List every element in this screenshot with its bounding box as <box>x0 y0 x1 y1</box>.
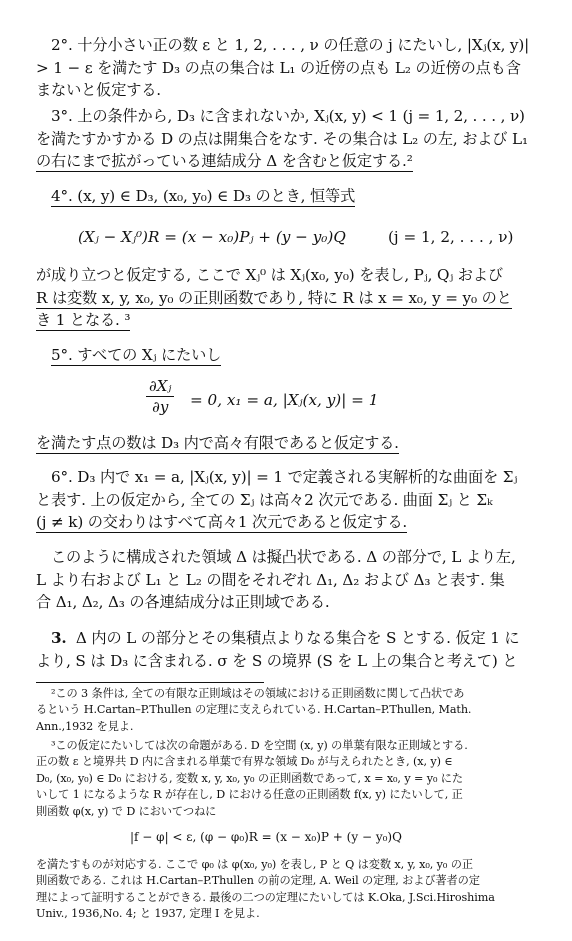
fraction-denominator: ∂y <box>152 398 169 416</box>
footnote-line: Ann.,1932 を見よ. <box>36 719 134 733</box>
footnote-line: ³この仮定にたいしては次の命題がある. D を空間 (x, y) の単葉有限な正則域とする. <box>51 739 468 752</box>
footnote-line: 理によって証明することができる. 最後の二つの定理にたいしては K.Oka, J.Sci.Hiroshima <box>36 890 495 904</box>
partial-derivative-fraction <box>146 377 174 416</box>
text-line: L より右および L₁ と L₂ の間をそれぞれ Δ₁, Δ₂ および Δ₃ と表す. 集 <box>36 570 505 589</box>
text-line: 4°. (x, y) ∈ D₃, (x₀, y₀) ∈ D₃ のとき, 恒等式 <box>51 187 356 205</box>
text-line-wrap <box>36 344 550 367</box>
fraction-numerator: ∂Xⱼ <box>146 377 174 397</box>
condition-6-paragraph <box>36 466 550 534</box>
equation-range: (j = 1, 2, . . . , ν) <box>388 228 514 246</box>
text-line: Δ 内の L の部分とその集積点よりなる集合を S とする. 仮定 1 に <box>75 629 520 647</box>
footnote-3-continuation <box>36 857 550 923</box>
text-line: き 1 となる. ³ <box>36 311 131 329</box>
text-line: と表す. 上の仮定から, 全ての Σⱼ は高々2 次元である. 曲面 Σⱼ と Σₖ <box>36 490 493 509</box>
condition-5-paragraph <box>36 432 550 455</box>
footnote-line: るという H.Cartan–P.Thullen の定理に支えられている. H.Cartan–P.Thullen, Math. <box>36 703 472 717</box>
text-line: > 1 − ε を満たす D₃ の点の集合は L₁ の近傍の点も L₂ の近傍の点も含 <box>36 58 521 77</box>
condition-2-paragraph <box>36 34 550 102</box>
footnote-line: を満たすものが対応する. ここで φ₀ は φ(x₀, y₀) を表し, P と Q は変数 x, y, x₀, y₀ の正 <box>36 858 473 871</box>
text-line: を満たす点の数は D₃ 内で高々有限であると仮定する. <box>36 434 399 452</box>
text-line: まないと仮定する. <box>36 81 161 99</box>
footnote-line: D₀, (x₀, y₀) ∈ D₀ における, 変数 x, y, x₀, y₀ の正則函数であって, x = x₀, y = y₀ にた <box>36 771 463 785</box>
text-line-wrap <box>36 150 550 173</box>
footnote-2 <box>36 686 550 735</box>
condition-4-heading <box>36 185 550 208</box>
footnote-line: 則函数である. これは H.Cartan–P.Thullen の前の定理, A. Weil の定理, および著者の定 <box>36 874 480 888</box>
text-line: を満たすかすかる D の点は開集合をなす. その集合は L₂ の左, および L₁ <box>36 129 528 148</box>
identity-equation: (Xⱼ − Xⱼ⁰)R = (x − x₀)Pⱼ + (y − y₀)Q <box>78 228 346 246</box>
section-3-paragraph <box>36 627 550 672</box>
condition-4-paragraph <box>36 264 550 332</box>
text-line: の右にまで拡がっている連結成分 Δ を含むと仮定する.² <box>36 152 413 170</box>
condition-3-paragraph <box>36 105 550 173</box>
text-line-wrap <box>36 627 550 650</box>
text-line-wrap <box>36 511 550 534</box>
text-line: 3°. 上の条件から, D₃ に含まれないか, Xⱼ(x, y) < 1 (j = 1, 2, . . . , ν) <box>51 107 525 125</box>
footnote-line: いして 1 になるような R が存在し, D における任意の正則函数 f(x, y) にたいして, 正 <box>36 788 463 802</box>
section-number: 3. <box>51 629 67 647</box>
text-line-wrap <box>36 185 550 208</box>
text-line-wrap <box>36 287 550 310</box>
condition-5-heading <box>36 344 550 367</box>
text-line: 6°. D₃ 内で x₁ = a, |Xⱼ(x, y)| = 1 で定義される実解析的な曲面を Σⱼ <box>51 468 518 486</box>
text-line-wrap <box>36 432 550 455</box>
text-line: 5°. すべての Xⱼ にたいし <box>51 346 222 364</box>
text-line-wrap <box>36 309 550 332</box>
footnote-3 <box>36 738 550 820</box>
footnote-line: Univ., 1936,No. 4; と 1937, 定理 I を見よ. <box>36 907 260 921</box>
region-description-paragraph <box>36 546 550 614</box>
footnote-equation: |f − φ| < ε, (φ − φ₀)R = (x − x₀)P + (y − y₀)Q <box>130 830 402 844</box>
text-line: R は変数 x, y, x₀, y₀ の正則函数であり, 特に R は x = x₀, y = y₀ のと <box>36 288 512 307</box>
text-line: このように構成された領域 Δ は擬凸状である. Δ の部分で, L より左, <box>51 548 516 566</box>
footnote-line: ²この 3 条件は, 全ての有限な正則域はその領域における正則函数に関して凸状であ <box>51 687 465 700</box>
footnote-line: 正の数 ε と境界共 D 内に含まれる単葉で有界な領域 D₀ が与えられたとき, (x, y) ∈ <box>36 755 453 769</box>
text-line: より, S は D₃ に含まれる. σ を S の境界 (S を L 上の集合と考えて) と <box>36 651 518 670</box>
footnote-line: 則函数 φ(x, y) で D においてつねに <box>36 804 217 818</box>
text-line: 2°. 十分小さい正の数 ε と 1, 2, . . . , ν の任意の j にたいし, |Xⱼ(x, y)| <box>51 36 530 54</box>
text-line: (j ≠ k) の交わりはすべて高々1 次元であると仮定する. <box>36 513 408 531</box>
condition-5-equations: = 0, x₁ = a, |Xⱼ(x, y)| = 1 <box>190 391 379 409</box>
footnote-divider <box>36 682 264 683</box>
text-line: 合 Δ₁, Δ₂, Δ₃ の各連結成分は正則域である. <box>36 593 330 611</box>
text-line: が成り立つと仮定する, ここで Xⱼ⁰ は Xⱼ(x₀, y₀) を表し, Pⱼ, Qⱼ および <box>36 266 503 284</box>
